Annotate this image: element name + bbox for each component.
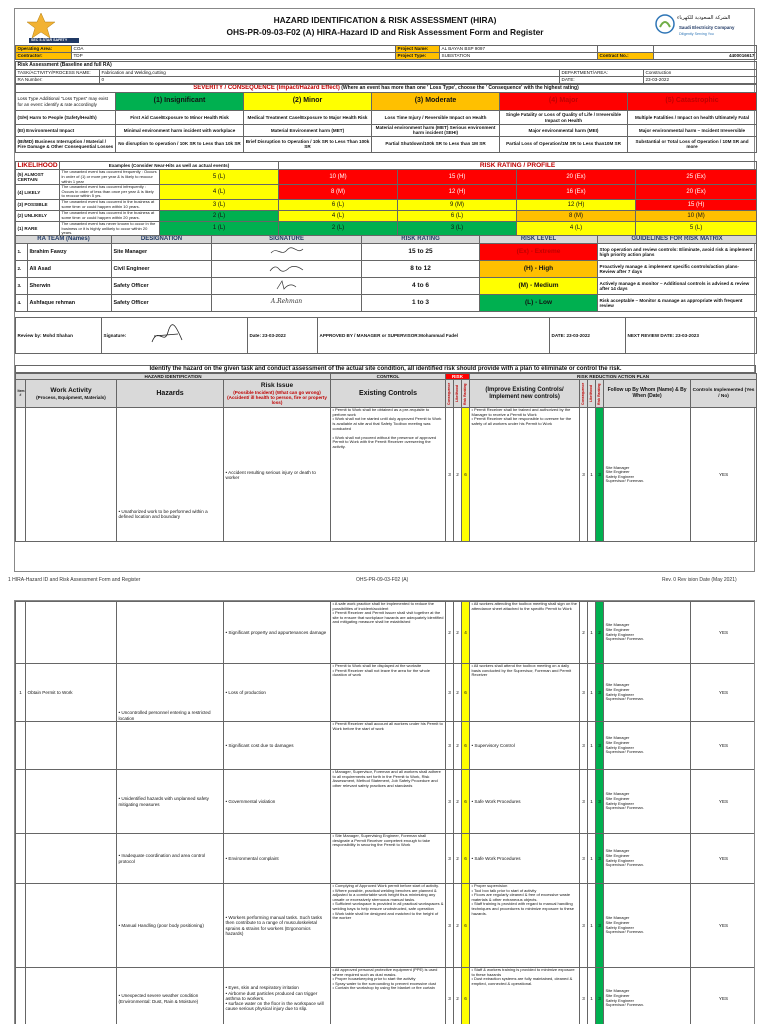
improve-controls-text: • Supervisory Control <box>470 722 580 770</box>
risk-ranking-value: 3 <box>596 884 604 968</box>
likelihood-value: 1 <box>588 834 596 884</box>
likelihood-header: Likelihood <box>588 380 596 408</box>
form-title: HAZARD IDENTIFICATION & RISK ASSESSMENT (HIRA) <box>273 15 497 25</box>
likelihood-desc: The unwanted event has occurred infrequently : Occurs in order of less than once per year & is likely to reoccur within 5 yrs. <box>60 185 160 200</box>
likelihood-desc: The unwanted event has occurred in the business at some time: or could happen within 20 years. <box>60 211 160 222</box>
sec-safety-logo <box>19 11 83 43</box>
reviewer-signature <box>148 324 188 348</box>
rating-cell: 10 (M) <box>636 211 757 222</box>
work-activity-text <box>26 770 117 834</box>
ra-basis: Risk Assessment (Baseline and full RA) <box>16 62 757 70</box>
consequence-value: 3 <box>446 884 454 968</box>
control-header: CONTROL <box>331 374 446 380</box>
severity-cell: Medical Treatment Case/Exposure to Major Health Risk <box>244 111 372 125</box>
likelihood-value: 1 <box>588 602 596 664</box>
team-member-signature <box>212 277 362 294</box>
form-header <box>15 9 756 47</box>
follow-up-text: Site Manager Site Engineer Safety Engineer Supervisor/ Foreman. <box>604 770 691 834</box>
severity-cell: First Aid Case/Exposure to Minor Health Risk <box>116 111 244 125</box>
consequence-value: 3 <box>446 408 454 542</box>
risk-ranking-value: 6 <box>462 884 470 968</box>
rating-cell: 8 (M) <box>517 211 636 222</box>
signature-scribble <box>267 245 307 257</box>
existing-controls-text: • Permit Receiver shall account all workers under his Permit to Work before the start of work <box>331 722 446 770</box>
severity-cell: Major environmental harm – Incident Irreversible <box>628 125 757 137</box>
hazard-identification-header: HAZARD IDENTIFICATION <box>16 374 331 380</box>
improve-controls-text: • Safe Work Procedures <box>470 770 580 834</box>
implemented-value: YES <box>691 408 757 542</box>
risk-issue-text: • Significant property and appurtenances damage <box>224 602 331 664</box>
risk-level-header: RISK LEVEL <box>480 236 598 244</box>
hazards-header: Hazards <box>117 380 224 408</box>
rating-cell: 12 (H) <box>398 185 517 200</box>
rating-cell: 4 (L) <box>517 222 636 237</box>
work-activity-sub: (Process, Equipment, Materials) <box>36 394 106 400</box>
rating-cell: 4 (L) <box>160 185 279 200</box>
rating-cell: 6 (L) <box>398 211 517 222</box>
team-row-number: 4. <box>16 294 28 311</box>
severity-cell: Loss Time Injury / Reversible Impact on Health <box>372 111 500 125</box>
consequence-value: 3 <box>446 968 454 1024</box>
rating-cell: 5 (L) <box>636 222 757 237</box>
next-review-date: NEXT REVIEW DATE: 23-03-2023 <box>626 318 757 354</box>
review-table <box>15 317 757 354</box>
risk-ranking-value: 3 <box>596 968 604 1024</box>
rating-cell: 4 (L) <box>279 211 398 222</box>
review-date: Date: 23-03-2022 <box>248 318 318 354</box>
operating-area-label: Operating Area: <box>16 46 72 53</box>
likelihood-value: 2 <box>454 770 462 834</box>
rating-cell: 1 (L) <box>160 222 279 237</box>
project-type-value: SUBSTATION <box>440 53 598 60</box>
form-subtitle: OHS-PR-09-03-F02 (A) HIRA-Hazard ID and Risk Assessment Form and Register <box>226 27 544 37</box>
likelihood-value: 2 <box>454 884 462 968</box>
likelihood-value: 2 <box>454 834 462 884</box>
page-footer <box>0 575 768 589</box>
work-activity-text: Obtain Permit to Work <box>26 664 117 722</box>
sec-emblem-icon <box>655 13 675 35</box>
consequence-value: 3 <box>580 834 588 884</box>
risk-issue-text: • Environmental complaint <box>224 834 331 884</box>
likelihood-value: 2 <box>454 664 462 722</box>
rating-cell: 12 (H) <box>517 200 636 211</box>
loss-type-environment: (EI) Environmental Impact <box>16 125 116 137</box>
implemented-value: YES <box>691 664 756 722</box>
work-activity-text <box>26 834 117 884</box>
existing-controls-text: • Manager, Supervisor, Foreman and all workers shall adhere to all requirements set forth in the Permit to Work, Risk Assessment, Method Statement, Job Safety Procedure and other relevant safety practices and standards <box>331 770 446 834</box>
team-member-designation: Safety Officer <box>112 277 212 294</box>
severity-cell: Multiple Fatalities / Impact on health Ultimately Fatal <box>628 111 757 125</box>
likelihood-value: 2 <box>454 968 462 1024</box>
risk-header: RISK <box>446 374 470 380</box>
date-label: DATE: <box>560 77 644 84</box>
improve-controls-text: • Safe Work Procedures <box>470 834 580 884</box>
risk-ranking-value: 6 <box>462 408 470 542</box>
item-number <box>16 968 26 1024</box>
follow-up-text: Site Manager Site Engineer Safety Engineer Supervisor/ Foreman. <box>604 834 691 884</box>
team-member-name: Sherwin <box>28 277 112 294</box>
department-label: DEPARTMENT/AREA: <box>560 70 644 77</box>
sec-company-logo <box>655 11 755 45</box>
existing-controls-header: Existing Controls <box>331 380 446 408</box>
consequence-value: 3 <box>580 884 588 968</box>
follow-up-text: Site Manager Site Engineer Safety Engineer Supervisor/ Foreman. <box>604 968 691 1024</box>
rating-cell: 9 (M) <box>398 200 517 211</box>
task-value: Fabrication and Welding,cutting <box>100 70 560 77</box>
likelihood-matrix <box>15 161 757 237</box>
risk-issue-text: • Eyes, skin and respiratory irritation • Airborne dust particles produced can trigger asthma to workers. • surface water on the floor in the workspace will cause serious physical injury due to slip. <box>224 968 331 1024</box>
company-slogan: Diligently Serving You <box>679 32 714 36</box>
hazard-text: • Uncontrolled personnel entering a restricted location <box>117 664 224 722</box>
contract-no-label: Contract No.: <box>598 53 654 60</box>
rating-cell: 3 (L) <box>160 200 279 211</box>
item-number <box>16 722 26 770</box>
likelihood-possible: (3) POSSIBLE <box>16 200 60 211</box>
rating-cell: 15 (H) <box>398 170 517 185</box>
signature-scribble <box>267 262 307 274</box>
footer-right: Rev. 0 Rev ision Date (May 2021) <box>662 577 737 583</box>
team-member-name: Ashfaque rehman <box>28 294 112 311</box>
rating-cell: 5 (L) <box>160 170 279 185</box>
work-activity-text <box>26 602 117 664</box>
approved-by: APPROVED BY / MANAGER or SUPERVISOR:Mohammad Fadel <box>318 318 550 354</box>
implemented-value: YES <box>691 968 756 1024</box>
item-number <box>16 884 26 968</box>
likelihood-desc: The unwanted event has occurred in the business at some time: or could happen within 10 years. <box>60 200 160 211</box>
follow-up-text: Site Manager Site Engineer Safety Engineer Supervisor/ Foreman. <box>604 664 691 722</box>
team-member-designation: Site Manager <box>112 243 212 260</box>
existing-controls-text: • Site Manager, Supervising Engineer, Foreman shall designate a Permit Receiver competent enough to take responsibility in securing the Permit to Work <box>331 834 446 884</box>
guidelines-header: GUIDELINES FOR RISK MATRIX <box>598 236 757 244</box>
severity-cell: Brief Disruption to Operation / 10k SR to Less Than 100k SR <box>244 136 372 152</box>
operating-area-value: COA <box>72 46 396 53</box>
consequence-value: 3 <box>446 722 454 770</box>
guideline-text: Proactively manage & implement specific controls/action plans-Review after 7 days <box>598 260 757 277</box>
item-header: Item # <box>16 380 26 408</box>
risk-rating-range: 4 to 6 <box>362 277 480 294</box>
likelihood-value: 2 <box>454 722 462 770</box>
approval-date: DATE: 23-03-2022 <box>550 318 626 354</box>
guideline-text: Actively manage & monitor – Additional controls is advised & review after 14 days <box>598 277 757 294</box>
work-activity-header: Work Activity <box>50 387 92 395</box>
ra-team-table <box>15 235 757 312</box>
existing-controls-text: • Permit to Work shall be displayed at the worksite • Permit Receiver shall not leave the area for the whole duration of work <box>331 664 446 722</box>
consequence-value: 3 <box>580 722 588 770</box>
risk-rating-range: 1 to 3 <box>362 294 480 311</box>
existing-controls-text: • Complying of Approved Work permit before start of activity. • Where possible, practical welding benches are planned & adjusted to a comfortable work height thus minimizing any unsafe or excessively strenuous manual tasks. • Sufficient workspace is provided in all practical workspaces & welding bays to help ensure unobstructed, safe operation • Work table shall be designed and matched to the height of the worker <box>331 884 446 968</box>
risk-issue-text: • Workers performing manual tasks. Such tasks then contribute to a range of musculoskeletal sprains & strains for workers (Ergonomics hazards) <box>224 884 331 968</box>
likelihood-value: 1 <box>588 884 596 968</box>
likelihood-value: 2 <box>454 602 462 664</box>
signature-scribble <box>272 279 302 291</box>
info-table <box>15 45 757 60</box>
rating-cell: 3 (L) <box>398 222 517 237</box>
follow-up-text: Site Manager Site Engineer Safety Engineer Supervisor/ Foreman. <box>604 408 691 542</box>
instruction-text: Identify the hazard on the given task and conduct assessment of the actual site condition, all identified risk should provide with a plan to eliminate or control the risk. <box>15 365 756 373</box>
ra-table <box>15 61 757 84</box>
team-member-signature <box>212 243 362 260</box>
likelihood-examples: Examples (Consider Near-Hits as well as actual events) <box>60 162 279 170</box>
risk-ranking-value: 6 <box>462 834 470 884</box>
hazard-text: • Manual Handling (poor body positioning) <box>117 884 224 968</box>
hira-table-page2 <box>15 601 755 1024</box>
severity-level-5: (5) Catastrophic <box>628 93 757 111</box>
improve-controls-header: (Improve Existing Controls/ Implement new controls) <box>470 380 580 408</box>
department-value: Construction <box>644 70 757 77</box>
likelihood-title: LIKELIHOOD <box>17 162 58 169</box>
ra-number-label: RA Number: <box>16 77 100 84</box>
risk-level-medium: (M) - Medium <box>480 277 598 294</box>
hazard-text <box>117 602 224 664</box>
consequence-header: Consequence <box>580 380 588 408</box>
severity-cell: Substantial or Total Loss of Operation / 10M SR and more <box>628 136 757 152</box>
signature-header: SIGNATURE <box>212 236 362 244</box>
improve-controls-text: • Proper supervision • Tool box talk prior to start of activity • Floors are regularly cleaned & free of excessive waste materials & other extraneous objects. • Staff training is provided with regard to manual handling techniques and procedures to minimize exposure to these hazards. <box>470 884 580 968</box>
risk-ranking-value: 4 <box>462 602 470 664</box>
severity-level-3: (3) Moderate <box>372 93 500 111</box>
table-row <box>16 602 756 664</box>
hazard-text: • Unexpected severe weather condition (Environmental: Dust, Rain & Moisture) <box>117 968 224 1024</box>
risk-ranking-value: 3 <box>596 834 604 884</box>
risk-rating-header: RISK RATING <box>362 236 480 244</box>
likelihood-unlikely: (2) UNLIKELY <box>16 211 60 222</box>
improve-controls-text: • Staff & workers training is provided to minimize exposure to these hazards • Dust extraction systems are fully maintained, cleaned & emptied, connected & operational. <box>470 968 580 1024</box>
project-type-label: Project Type: <box>396 53 440 60</box>
work-activity-text <box>26 884 117 968</box>
team-names-header: RA TEAM (Names) <box>16 236 112 244</box>
team-member-designation: Safety Officer <box>112 294 212 311</box>
reviewed-by: Review by: Mohd Shahan <box>16 318 102 354</box>
hazard-text: • Unidentified hazards with unplanned safety mitigating measures <box>117 770 224 834</box>
existing-controls-text: • A safe work practice shall be implemented to reduce the possibilities of incident/accident • Permit Receiver and Permit Issuer shall visit together at the site to ensure that workplace hazards are adequately identified and mitigating measure shall be established <box>331 602 446 664</box>
implemented-header: Controls Implemented (Yes / No) <box>691 380 757 408</box>
follow-up-text: Site Manager Site Engineer Safety Engineer Supervisor/ Foreman. <box>604 602 691 664</box>
follow-up-text: Site Manager Site Engineer Safety Engineer Supervisor/ Foreman. <box>604 722 691 770</box>
follow-up-text: Site Manager Site Engineer Safety Engineer Supervisor/ Foreman. <box>604 884 691 968</box>
likelihood-rare: (1) RARE <box>16 222 60 237</box>
table-row <box>16 770 756 834</box>
implemented-value: YES <box>691 722 756 770</box>
risk-ranking-header: Risk Ranking <box>596 380 604 408</box>
risk-ranking-value: 6 <box>462 664 470 722</box>
likelihood-desc: The unwanted event has never known to occur in the business or it is highly unlikely to occur within 20 years. <box>60 222 160 237</box>
rating-cell: 2 (L) <box>279 222 398 237</box>
risk-ranking-value: 3 <box>596 664 604 722</box>
consequence-value: 3 <box>580 968 588 1024</box>
severity-level-1: (1) Insignificant <box>116 93 244 111</box>
likelihood-header: Likelihood <box>454 380 462 408</box>
risk-ranking-value: 3 <box>596 408 604 542</box>
severity-cell: Single Fatality or Loss of Quality of Life / Irreversible Impact on Health <box>500 111 628 125</box>
guideline-text: Risk acceptable – Monitor & manage as appropriate with frequent review <box>598 294 757 311</box>
severity-cell: Material Environment harm (MET) <box>244 125 372 137</box>
company-name-en: Saudi Electricity Company <box>679 25 735 30</box>
existing-controls-text: • All approved personal protective equipment (PPE) is used where required such as dust masks. • Proper housekeeping prior to start the activity • Spray water to the surrounding to prevent excessive dust • Contain the workshop by using fire blanket or fire curtain <box>331 968 446 1024</box>
risk-ranking-value: 6 <box>462 968 470 1024</box>
risk-rating-range: 15 to 25 <box>362 243 480 260</box>
implemented-value: YES <box>691 770 756 834</box>
severity-cell: Material environment harm (MET) Serious environment harm incident (SEHI) <box>372 125 500 137</box>
table-row <box>16 834 756 884</box>
consequence-value: 3 <box>446 834 454 884</box>
risk-issue-sub: (Possible Incident) (What can go wrong) (Accident/ ill health to person, fire or property loss) <box>227 389 327 406</box>
likelihood-likely: (4) LIKELY <box>16 185 60 200</box>
project-name-value: AL BAYAN BSP 9097 <box>440 46 598 53</box>
risk-ranking-value: 3 <box>596 722 604 770</box>
risk-level-high: (H) - High <box>480 260 598 277</box>
likelihood-value: 1 <box>588 968 596 1024</box>
likelihood-desc: The unwanted event has occurred frequently : Occurs in order of (1) or more per year & is likely to reoccur within 1 year <box>60 170 160 185</box>
consequence-value: 3 <box>446 770 454 834</box>
team-row-number: 3. <box>16 277 28 294</box>
rating-cell: 6 (L) <box>279 200 398 211</box>
table-row <box>16 968 756 1024</box>
table-row <box>16 664 756 722</box>
risk-rating-title: RISK RATING / PROFILE <box>279 162 757 170</box>
guideline-text: Stop operation and review controls: Eliminate, avoid risk & implement high priority action plans <box>598 243 757 260</box>
consequence-value: 3 <box>580 770 588 834</box>
table-row <box>16 884 756 968</box>
designation-header: DESIGNATION <box>112 236 212 244</box>
consequence-value: 2 <box>580 602 588 664</box>
existing-controls-text: • Permit to Work shall be obtained as a pre-requisite to perform work • Work shall not be started until duly approved Permit to Work is available at site and that Safety Toolbox meeting was conducted • Work shall not proceed without the presence of approved Permit to Work with the Permit Receiver overseeing the activity. <box>331 408 446 542</box>
severity-cell: Partial Shutdown/100k SR to Less than 1M SR <box>372 136 500 152</box>
table-row <box>16 408 757 542</box>
improve-controls-text: • Permit Receiver shall be trained and authorized by the Manager to receive a Permit to Work • Permit Receiver shall be responsible to oversee for the safety of all workers under his Permit to Work <box>470 408 580 542</box>
likelihood-value: 1 <box>588 664 596 722</box>
consequence-header: Consequence <box>446 380 454 408</box>
left-logo-text: SEC 5-STAR SAFETY <box>31 38 68 42</box>
item-number: 1 <box>16 664 26 722</box>
date-value: 23-03-2022 <box>644 77 757 84</box>
hazard-text <box>117 722 224 770</box>
contractor-label: Contractor: <box>16 53 72 60</box>
footer-left: 1 HIRA-Hazard ID and Risk Assessment Form and Register <box>8 577 141 583</box>
loss-type-business: (BI/MD) Business Interruption / Material / Fire Damage & Other Consequential Losses <box>16 136 116 152</box>
review-signature-cell <box>102 318 248 354</box>
follow-up-header: Follow up By Whom (Name) & By When (Date) <box>604 380 691 408</box>
consequence-value: 3 <box>580 408 588 542</box>
severity-note: (Where an event has more than one ' Loss Type', choose the ' Consequence' with the highest rating) <box>341 85 579 92</box>
risk-level-low: (L) - Low <box>480 294 598 311</box>
work-activity-text <box>26 968 117 1024</box>
implemented-value: YES <box>691 834 756 884</box>
rating-cell: 15 (H) <box>636 200 757 211</box>
risk-ranking-value: 2 <box>596 602 604 664</box>
likelihood-value: 1 <box>588 722 596 770</box>
implemented-value: YES <box>691 884 756 968</box>
rating-cell: 8 (M) <box>279 185 398 200</box>
rating-cell: 20 (Ex) <box>517 170 636 185</box>
team-member-signature: A.Rehman <box>212 294 362 311</box>
likelihood-value: 2 <box>454 408 462 542</box>
improve-controls-text: • All workers shall attend the toolbox meeting on a daily basis conducted by the Supervisor, Foreman and Permit Receiver <box>470 664 580 722</box>
risk-ranking-value: 6 <box>462 722 470 770</box>
risk-issue-header: Risk Issue <box>260 382 294 390</box>
implemented-value: YES <box>691 602 756 664</box>
hazard-text: • Inadequate coordination and area control protocol <box>117 834 224 884</box>
ra-number-value: 0 <box>100 77 560 84</box>
severity-level-4: (4) Major <box>500 93 628 111</box>
contractor-value: TDP <box>72 53 396 60</box>
hazard-text: • Unathorized work to be performed within a defined location and boundary <box>117 408 224 542</box>
severity-title: SEVERITY / CONSEQUENCE (Impact/Hazard Effect) <box>193 85 340 92</box>
footer-mid: OHS-PR-09-03-F02 (A) <box>356 577 409 583</box>
hira-table-page1 <box>15 373 757 542</box>
risk-rating-range: 8 to 12 <box>362 260 480 277</box>
team-member-name: Ibrahim Fawzy <box>28 243 112 260</box>
team-row-number: 2. <box>16 260 28 277</box>
task-label: TASK/ACTIVITY/PROCESS NAME: <box>16 70 100 77</box>
rating-cell: 25 (Ex) <box>636 170 757 185</box>
rating-cell: 20 (Ex) <box>636 185 757 200</box>
loss-type-safety: (S/H) Harm to People (Safety/Health) <box>16 111 116 125</box>
loss-type-header: Loss Type Additional "Loss Types" may exist for an event: identify & rate accordingly <box>16 93 116 111</box>
contract-no-value: 4400016617 <box>654 53 757 60</box>
likelihood-value: 1 <box>588 770 596 834</box>
risk-issue-text: • Loss of production <box>224 664 331 722</box>
team-row-number: 1. <box>16 243 28 260</box>
severity-level-2: (2) Minor <box>244 93 372 111</box>
likelihood-value: 1 <box>588 408 596 542</box>
risk-issue-text: • Accident resulting serious injury or death to worker <box>224 408 331 542</box>
project-name-label: Project Name: <box>396 46 440 53</box>
risk-level-extreme: (Ex) - Extreme <box>480 243 598 260</box>
company-name-ar: الشركة السعودية للكهرباء <box>677 15 731 21</box>
consequence-value: 3 <box>580 664 588 722</box>
consequence-value: 3 <box>446 664 454 722</box>
risk-ranking-value: 3 <box>596 770 604 834</box>
risk-ranking-value: 6 <box>462 770 470 834</box>
severity-cell: Minimal environment harm incident with workplace <box>116 125 244 137</box>
team-member-designation: Civil Engineer <box>112 260 212 277</box>
risk-ranking-header: Risk Ranking <box>462 380 470 408</box>
severity-matrix <box>15 84 757 153</box>
team-member-name: Ali Asad <box>28 260 112 277</box>
risk-issue-text: • Governmental violation <box>224 770 331 834</box>
severity-cell: No disruption to operation / 10K SR to Less than 10k SR <box>116 136 244 152</box>
rating-cell: 16 (Ex) <box>517 185 636 200</box>
improve-controls-text: • All workers attending the toolbox meeting shall sign on the attendance sheet attached to the specific Permit to Work <box>470 602 580 664</box>
item-number <box>16 602 26 664</box>
work-activity-text <box>26 722 117 770</box>
signature-label: Signature: <box>103 332 127 338</box>
item-number <box>16 770 26 834</box>
consequence-value: 2 <box>446 602 454 664</box>
table-row <box>16 722 756 770</box>
likelihood-almost-certain: (5) ALMOST CERTAIN <box>16 170 60 185</box>
form-page-1 <box>14 8 755 572</box>
risk-issue-text: • Significant cost due to damages <box>224 722 331 770</box>
severity-cell: Partial Loss of Operation/1M SR to Less than10M SR <box>500 136 628 152</box>
rating-cell: 2 (L) <box>160 211 279 222</box>
severity-cell: Major environmental harm (MEI) <box>500 125 628 137</box>
form-page-2 <box>14 600 755 1024</box>
item-number <box>16 834 26 884</box>
rating-cell: 10 (M) <box>279 170 398 185</box>
team-member-signature <box>212 260 362 277</box>
risk-reduction-header: RISK REDUCTION ACTION PLAN <box>470 374 757 380</box>
